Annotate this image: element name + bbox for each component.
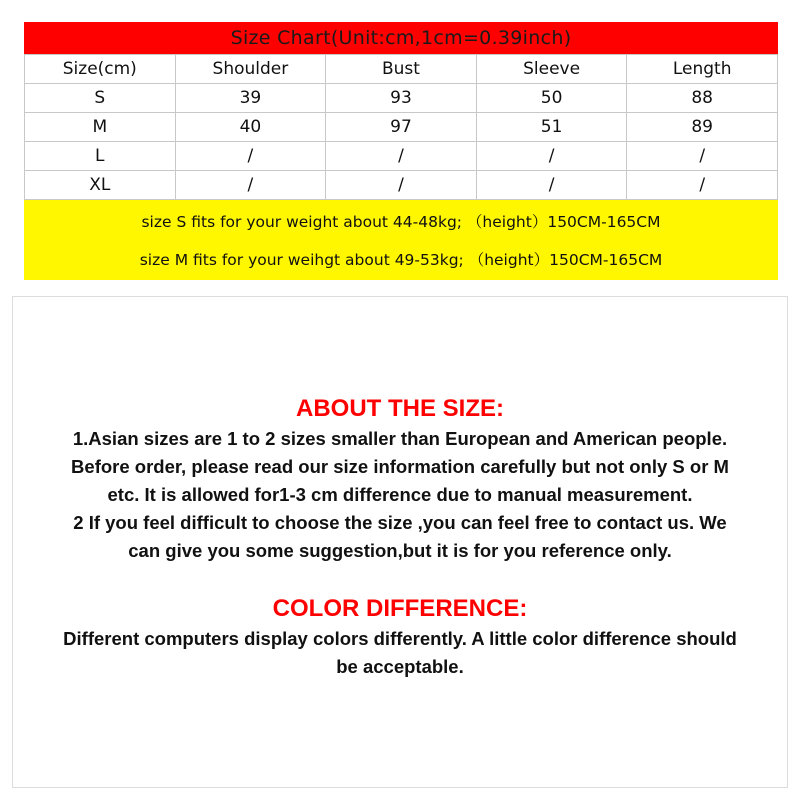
table-cell: 93: [326, 84, 477, 113]
fit-notes-box: [24, 200, 778, 280]
about-size-line: 1.Asian sizes are 1 to 2 sizes smaller than European and American people.: [72, 428, 728, 449]
color-difference-text: [13, 625, 787, 681]
table-cell: 40: [175, 113, 326, 142]
column-header: Bust: [326, 55, 477, 84]
table-cell: /: [175, 171, 326, 200]
fit-note-s: size S fits for your weight about 44-48kg; （height）150CM-165CM: [141, 213, 661, 231]
column-header: Shoulder: [175, 55, 326, 84]
about-size-line: Before order, please read our size information carefully but not only S or M: [71, 456, 729, 477]
column-header: Sleeve: [476, 55, 627, 84]
table-cell: /: [627, 142, 778, 171]
about-size-line: 2 If you feel difficult to choose the size ,you can feel free to contact us. We: [73, 512, 727, 533]
table-cell: /: [326, 142, 477, 171]
color-difference-line: Different computers display colors differently. A little color difference should: [63, 628, 737, 649]
table-row: [25, 142, 778, 171]
about-size-line: etc. It is allowed for1-3 cm difference due to manual measurement.: [107, 484, 693, 505]
table-row: [25, 113, 778, 142]
table-cell: XL: [25, 171, 176, 200]
table-cell: 39: [175, 84, 326, 113]
fit-note-m: size M fits for your weihgt about 49-53kg; （height）150CM-165CM: [139, 251, 663, 269]
table-cell: S: [25, 84, 176, 113]
table-cell: /: [326, 171, 477, 200]
table-cell: /: [175, 142, 326, 171]
table-row: [25, 84, 778, 113]
size-chart: [24, 22, 778, 280]
table-cell: 50: [476, 84, 627, 113]
info-panel: [12, 296, 788, 788]
column-header: Length: [627, 55, 778, 84]
table-cell: 89: [627, 113, 778, 142]
size-chart-title: Size Chart(Unit:cm,1cm=0.39inch): [24, 22, 778, 54]
color-difference-heading: COLOR DIFFERENCE:: [272, 595, 528, 622]
table-cell: /: [627, 171, 778, 200]
table-cell: 97: [326, 113, 477, 142]
table-cell: M: [25, 113, 176, 142]
table-cell: /: [476, 171, 627, 200]
about-size-heading: ABOUT THE SIZE:: [296, 395, 504, 422]
size-table: [24, 54, 778, 200]
table-cell: L: [25, 142, 176, 171]
table-cell: /: [476, 142, 627, 171]
table-cell: 88: [627, 84, 778, 113]
about-size-text: [13, 425, 787, 565]
column-header: Size(cm): [25, 55, 176, 84]
table-cell: 51: [476, 113, 627, 142]
table-header-row: [25, 55, 778, 84]
color-difference-line: be acceptable.: [336, 656, 464, 677]
about-size-line: can give you some suggestion,but it is for you reference only.: [128, 540, 672, 561]
table-row: [25, 171, 778, 200]
